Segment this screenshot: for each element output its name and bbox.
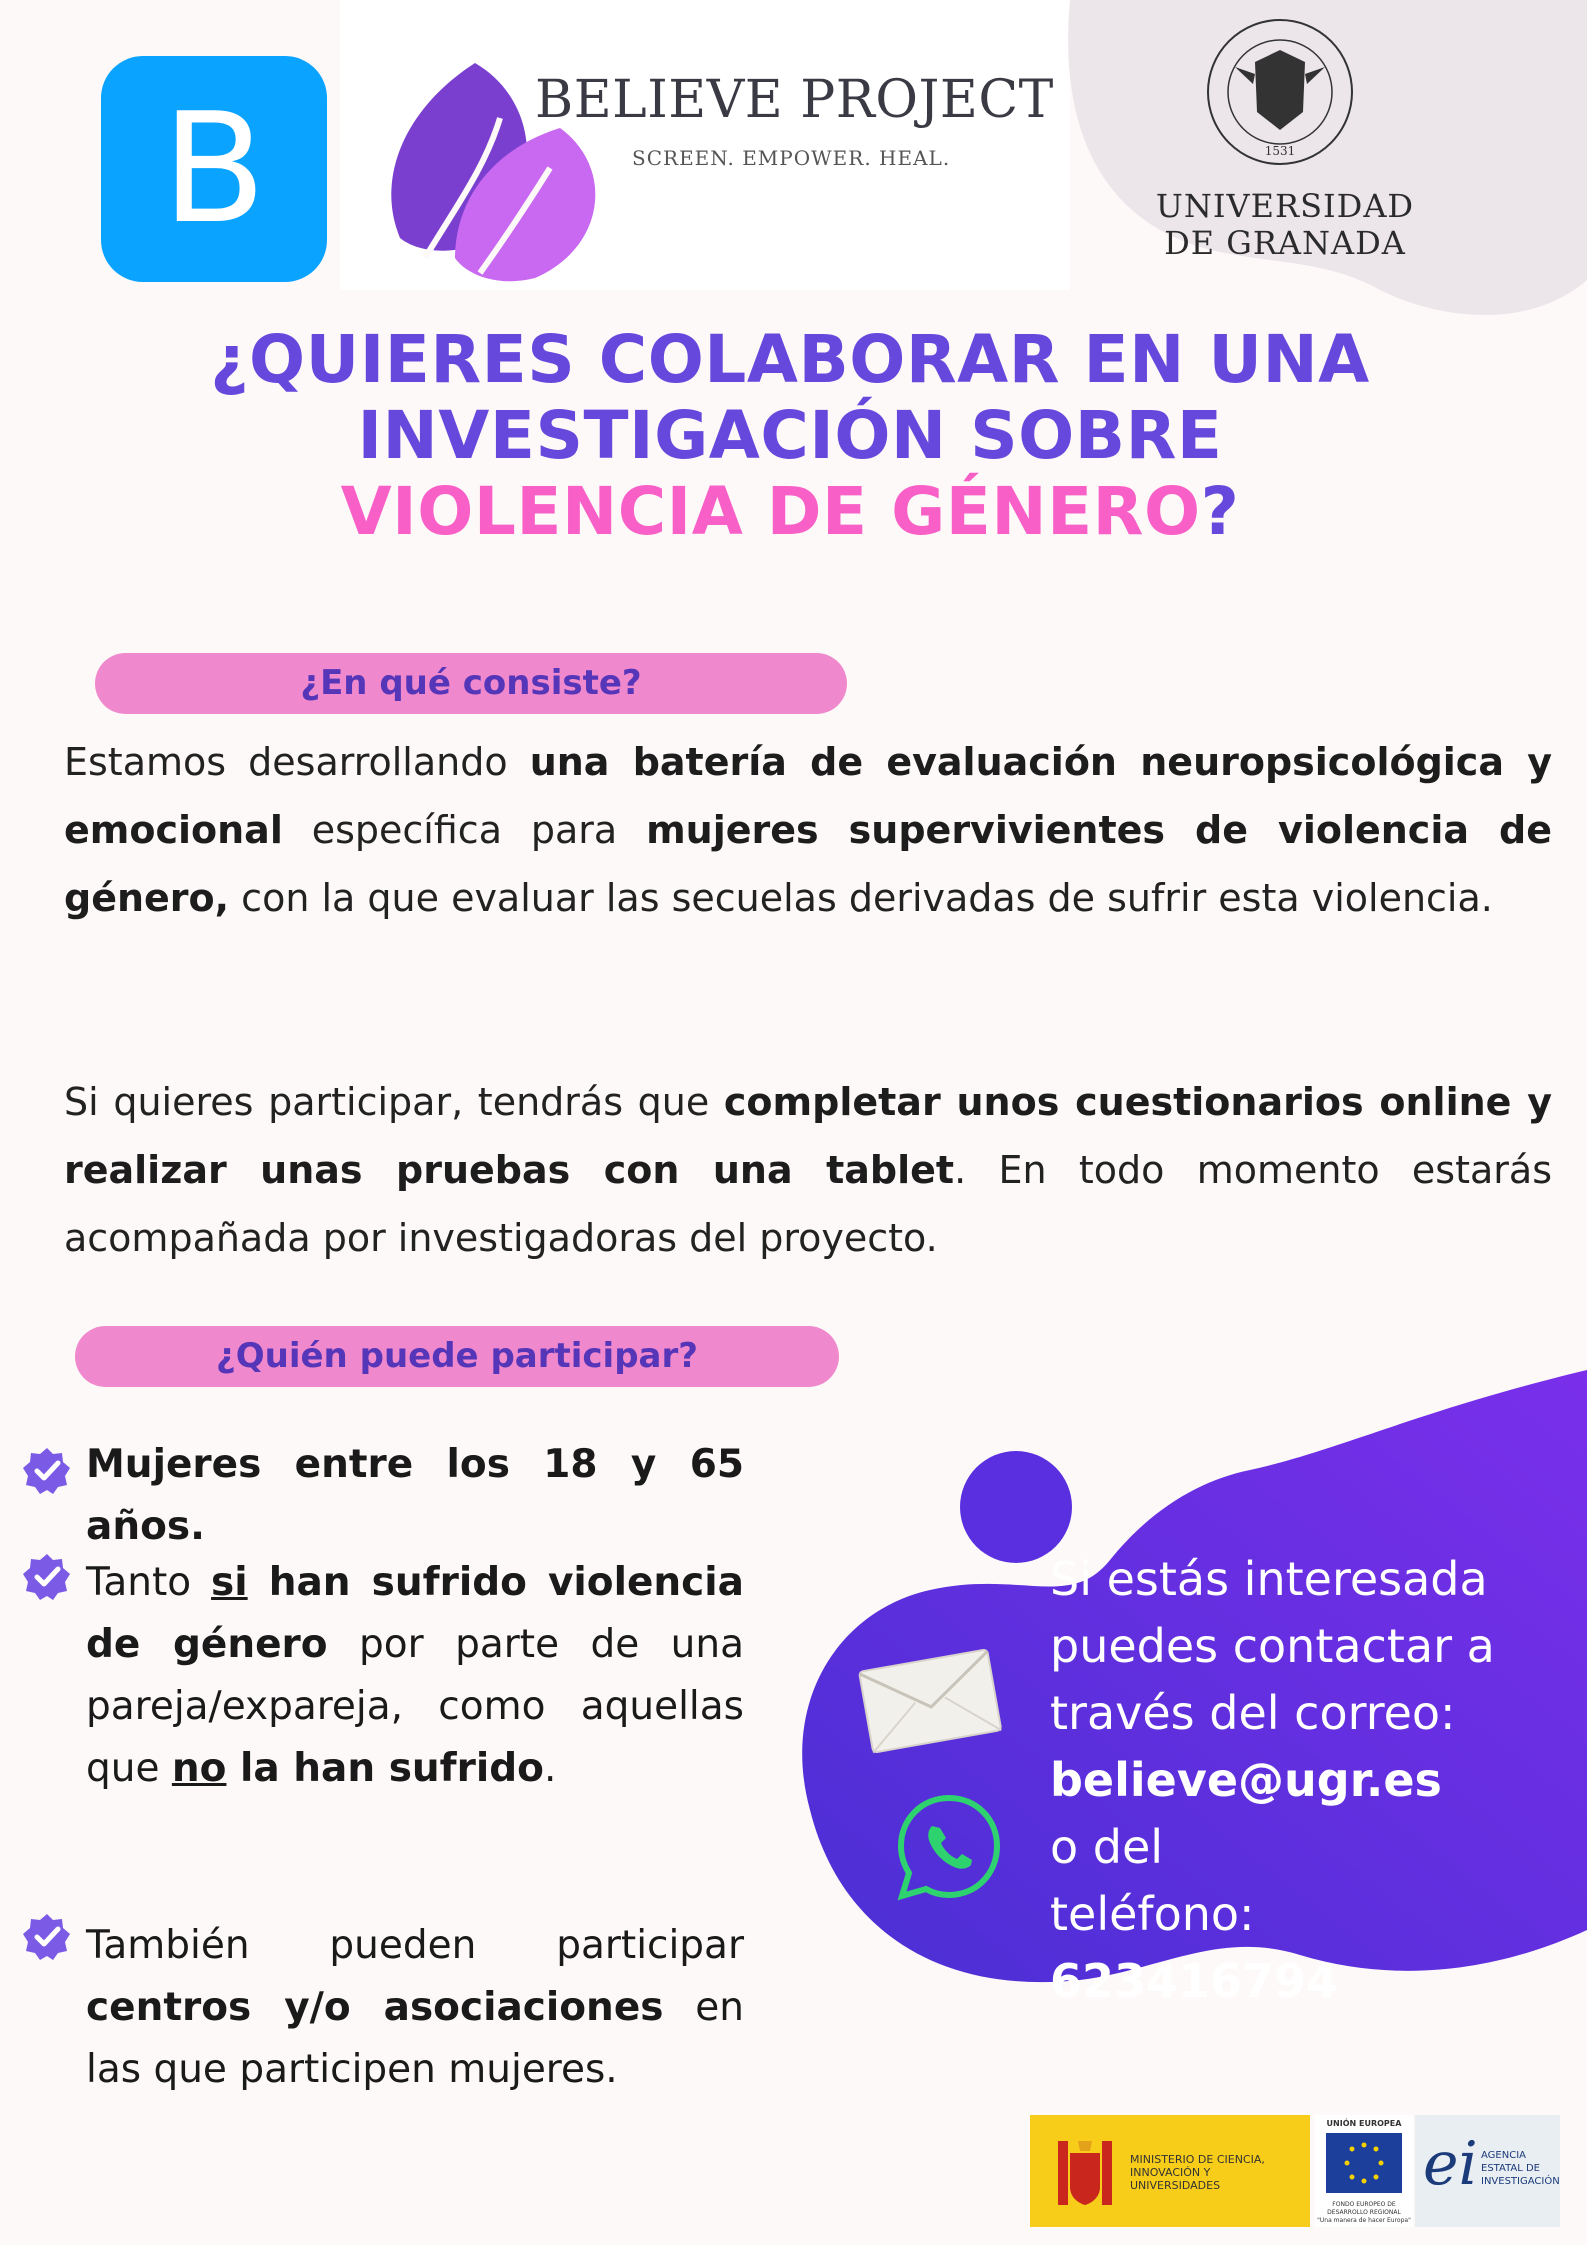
contact-email-line: believe@ugr.es o del bbox=[1050, 1753, 1442, 1874]
eu-flag-icon bbox=[1326, 2133, 1402, 2193]
whatsapp-icon bbox=[892, 1790, 1007, 1905]
criteria-item-age: Mujeres entre los 18 y 65 años. bbox=[86, 1442, 744, 1549]
contact-info bbox=[1050, 1546, 1570, 2015]
envelope-icon bbox=[855, 1645, 1005, 1755]
section-heading-what: ¿En qué consiste? bbox=[95, 653, 847, 714]
headline-line1: ¿QUIERES COLABORAR EN UNA bbox=[210, 321, 1370, 398]
ministry-logo bbox=[1030, 2115, 1310, 2227]
university-name-line1: UNIVERSIDAD bbox=[1155, 187, 1415, 225]
contact-line2: puedes contactar a bbox=[1050, 1619, 1495, 1673]
page-headline bbox=[120, 322, 1460, 550]
criteria-item-organizations: También pueden participar centros y/o asociaciones en las que participen mujeres. bbox=[86, 1923, 744, 2092]
description-paragraph-1: Estamos desarrollando una batería de evaluación neuropsicológica y emocional específica para mujeres supervivientes de violencia de género, con la que evaluar las secuelas derivadas de sufrir esta violencia. bbox=[64, 740, 1553, 920]
contact-line1: Si estás interesada bbox=[1050, 1552, 1488, 1606]
check-badge-icon bbox=[22, 1912, 72, 1962]
svg-text:1531: 1531 bbox=[1264, 144, 1296, 158]
contact-line3: través del correo: bbox=[1050, 1686, 1456, 1740]
funders-logos bbox=[1030, 2115, 1560, 2227]
contact-phone-link[interactable]: 623416794 bbox=[1050, 1954, 1339, 2008]
description-paragraph-2: Si quieres participar, tendrás que completar unos cuestionarios online y realizar unas pruebas con una tablet. En todo momento estarás acompañada por investigadoras del proyecto. bbox=[64, 1080, 1552, 1260]
criteria-item-violence: Tanto si han sufrido violencia de género por parte de una pareja/expareja, como aquellas que no la han sufrido. bbox=[86, 1560, 744, 1791]
university-seal-icon bbox=[1195, 12, 1365, 172]
check-badge-icon bbox=[22, 1446, 72, 1496]
check-badge-icon bbox=[22, 1552, 72, 1602]
section-heading-who: ¿Quién puede participar? bbox=[75, 1326, 839, 1387]
research-agency-logo: ei AGENCIA ESTATAL DE INVESTIGACIÓN bbox=[1415, 2115, 1560, 2227]
ministry-text: MINISTERIO DE CIENCIA, INNOVACIÓN Y UNIVERSIDADES bbox=[1130, 2153, 1265, 2192]
app-icon-letter: B bbox=[161, 80, 267, 257]
contact-phone-line: teléfono: 623416794 bbox=[1050, 1887, 1339, 2008]
project-tagline: SCREEN. EMPOWER. HEAL. bbox=[632, 146, 951, 170]
believe-app-icon bbox=[101, 56, 327, 282]
project-name: BELIEVE PROJECT bbox=[535, 70, 1054, 130]
university-name bbox=[1140, 188, 1430, 262]
eu-logo: UNIÓN EUROPEA FONDO EUROPEO DE DESARROLLO REGIONAL "Una manera de hacer Europa" bbox=[1315, 2115, 1413, 2227]
spanish-coat-of-arms-icon bbox=[1050, 2135, 1120, 2211]
university-name-line2: DE GRANADA bbox=[1164, 224, 1406, 262]
headline-line3: VIOLENCIA DE GÉNERO? bbox=[340, 473, 1240, 550]
headline-line2: INVESTIGACIÓN SOBRE bbox=[357, 397, 1223, 474]
headline-highlight: VIOLENCIA DE GÉNERO bbox=[340, 473, 1201, 550]
contact-email-link[interactable]: believe@ugr.es bbox=[1050, 1753, 1442, 1807]
